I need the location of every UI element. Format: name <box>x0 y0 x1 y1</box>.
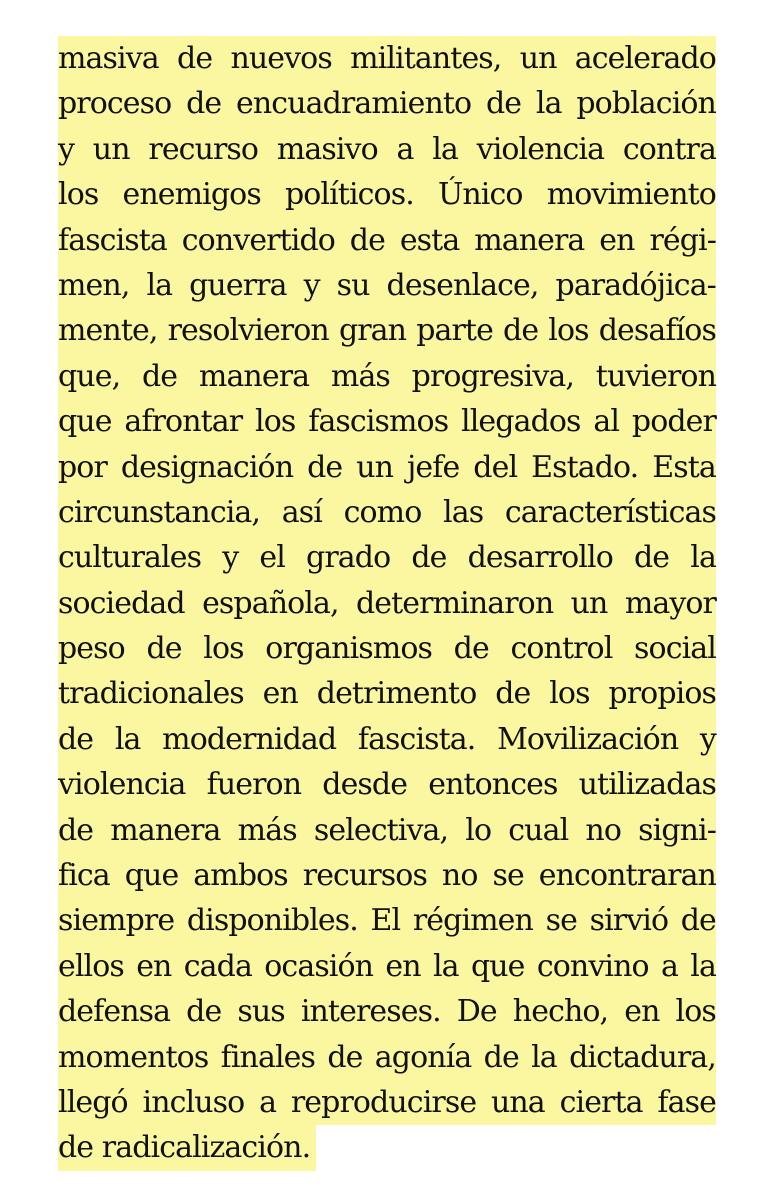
word: a <box>259 1084 277 1120</box>
word: de <box>58 812 94 848</box>
word: parte <box>416 313 493 349</box>
word: en <box>136 948 172 984</box>
word: masiva <box>58 41 159 76</box>
highlight-span <box>58 808 716 853</box>
word: manera <box>110 812 221 848</box>
word: en <box>599 222 635 258</box>
word: encuadramiento <box>236 86 472 122</box>
word: fase <box>657 1084 716 1120</box>
highlight-span <box>58 581 716 626</box>
word: fueron <box>206 767 302 803</box>
word: de <box>307 449 343 485</box>
word: poder <box>631 404 716 440</box>
word: Esta <box>652 449 716 485</box>
text-line <box>58 308 716 353</box>
highlight-span <box>58 535 716 580</box>
word: organismos <box>265 631 432 667</box>
word: hecho, <box>512 994 609 1030</box>
word: paradójica- <box>555 267 716 303</box>
word: su <box>336 267 370 303</box>
highlighted-paragraph <box>58 36 716 1171</box>
word: signi- <box>638 812 716 848</box>
word: que <box>470 948 525 984</box>
word: de <box>186 86 222 122</box>
text-line <box>58 127 716 172</box>
word: se <box>492 858 524 894</box>
highlight-span <box>58 263 716 308</box>
word: no <box>585 812 621 848</box>
word: lo <box>465 812 492 848</box>
highlight-span <box>58 944 716 989</box>
word: la <box>146 267 173 303</box>
highlight-span <box>58 172 716 217</box>
text-line <box>58 626 716 671</box>
word: incluso <box>142 1084 245 1120</box>
word: un <box>356 449 394 485</box>
text-line <box>58 445 716 490</box>
text-line <box>58 399 716 444</box>
word: disponibles. <box>186 903 358 939</box>
word: los <box>549 676 590 712</box>
word: masivo <box>276 131 378 167</box>
word: la <box>432 131 458 167</box>
word: militantes, <box>350 41 502 76</box>
highlight-span <box>58 399 716 444</box>
word: encontraran <box>538 858 716 894</box>
word: los <box>203 631 244 667</box>
word: nuevos <box>230 41 332 76</box>
word: El <box>370 903 401 939</box>
highlight-span <box>58 717 716 762</box>
text-line <box>58 1035 716 1080</box>
text-line <box>58 218 716 263</box>
word: finales <box>220 1039 316 1075</box>
highlight-span <box>58 898 716 943</box>
word: a <box>660 948 678 984</box>
word: la <box>114 721 141 757</box>
word: peso <box>58 631 125 667</box>
word: violencia <box>58 767 186 803</box>
word: afrontar <box>124 404 243 440</box>
highlight-span <box>58 127 716 172</box>
text-line <box>58 535 716 580</box>
word: más <box>237 812 297 848</box>
word: violencia <box>476 131 605 167</box>
word: más <box>330 358 390 394</box>
word: la <box>690 540 716 576</box>
word: Movilización <box>497 721 679 757</box>
text-line <box>58 1125 716 1170</box>
word: cual <box>508 812 569 848</box>
word: momentos <box>58 1039 209 1075</box>
word: gran <box>338 313 407 349</box>
word: detrimento <box>316 676 477 712</box>
text-line <box>58 853 716 898</box>
text-line <box>58 762 716 807</box>
word: de <box>680 903 716 939</box>
word: régimen <box>412 903 533 939</box>
word: de <box>146 631 182 667</box>
text-line <box>58 490 716 535</box>
word: men, <box>58 267 130 303</box>
text-line <box>58 671 716 716</box>
word: por <box>58 449 107 485</box>
word: de <box>177 41 213 76</box>
word: Único <box>437 177 523 213</box>
word: y <box>303 267 320 303</box>
text-line <box>58 989 716 1034</box>
word: la <box>690 948 716 984</box>
word: desde <box>322 767 408 803</box>
text-line <box>58 581 716 626</box>
word: fascista <box>58 222 167 258</box>
word: de <box>411 540 447 576</box>
word: De <box>456 994 497 1030</box>
word: de <box>483 1039 519 1075</box>
word: movimiento <box>546 177 716 213</box>
word: población <box>576 86 716 122</box>
word: en <box>624 994 660 1030</box>
word: resolvieron <box>167 313 329 349</box>
word: un <box>92 131 130 167</box>
cropped-next-line <box>82 1182 91 1200</box>
word: Estado. <box>531 449 639 485</box>
word: defensa <box>58 994 171 1030</box>
word: recurso <box>148 131 259 167</box>
word: mente, <box>58 313 158 349</box>
word: designación <box>120 449 294 485</box>
word: llegó <box>58 1084 128 1120</box>
text-line <box>58 898 716 943</box>
word: las <box>443 494 484 530</box>
word: contra <box>622 131 716 167</box>
word: llegados <box>461 404 581 440</box>
word: de <box>349 222 385 258</box>
word: esta <box>399 222 460 258</box>
word: sus <box>237 994 285 1030</box>
word: de <box>141 358 178 394</box>
word: de <box>327 1039 363 1075</box>
text-line <box>58 808 716 853</box>
word: de <box>633 540 670 576</box>
highlight-span: de radicalización. <box>58 1125 316 1170</box>
word: convino <box>536 948 649 984</box>
highlight-span <box>58 762 716 807</box>
word: cierta <box>559 1084 643 1120</box>
highlight-span <box>58 626 716 671</box>
word: acelerado <box>574 41 716 76</box>
word: de <box>453 631 489 667</box>
word: del <box>473 449 518 485</box>
word: ellos <box>58 948 124 984</box>
word: los <box>675 994 716 1030</box>
highlight-span <box>58 490 716 535</box>
word: circunstancia, <box>58 494 261 530</box>
word: al <box>593 404 620 440</box>
word: proceso <box>58 86 172 122</box>
word: fica <box>58 858 110 894</box>
highlight-span <box>58 853 716 898</box>
word: manera <box>198 358 310 394</box>
highlight-span <box>58 81 716 126</box>
word: y <box>699 721 716 757</box>
word: los <box>255 404 296 440</box>
highlight-span <box>58 218 716 263</box>
text-line <box>58 1080 716 1125</box>
word: guerra <box>189 267 287 303</box>
word: que <box>124 858 179 894</box>
word: de <box>495 676 531 712</box>
word: políticos. <box>284 177 414 213</box>
word: española, <box>202 585 339 621</box>
word: un <box>570 585 608 621</box>
word: de <box>186 994 222 1030</box>
word: social <box>634 631 716 667</box>
word: modernidad <box>162 721 337 757</box>
word: convertido <box>181 222 335 258</box>
word: enemigos <box>122 177 261 213</box>
word: que, <box>58 358 121 394</box>
word: grado <box>306 540 391 576</box>
word: que <box>58 404 112 440</box>
highlight-span <box>58 445 716 490</box>
word: en <box>262 676 298 712</box>
word: siempre <box>58 903 175 939</box>
word: no <box>441 858 478 894</box>
word: una <box>490 1084 545 1120</box>
word: culturales <box>58 540 202 576</box>
highlight-span <box>58 1035 716 1080</box>
word: progresiva, <box>411 358 575 394</box>
text-line <box>58 944 716 989</box>
word: cada <box>183 948 252 984</box>
word: utilizadas <box>578 767 716 803</box>
word: recursos <box>302 858 427 894</box>
word: mayor <box>624 585 716 621</box>
word: selectiva, <box>313 812 449 848</box>
word: desafíos <box>598 313 716 349</box>
word: fascismos <box>308 404 449 440</box>
text-line <box>58 36 716 81</box>
word: intereses. <box>300 994 441 1030</box>
word: propios <box>608 676 716 712</box>
word: la <box>535 86 562 122</box>
word: sociedad <box>58 585 185 621</box>
highlight-span <box>58 354 716 399</box>
word: ocasión <box>264 948 374 984</box>
highlight-span <box>58 36 716 81</box>
word: a <box>396 131 414 167</box>
highlight-span <box>58 1080 716 1125</box>
word: manera <box>474 222 585 258</box>
word: fascista. <box>357 721 476 757</box>
word: desarrollo <box>467 540 613 576</box>
word: los <box>58 177 99 213</box>
word: desenlace, <box>386 267 539 303</box>
word: tuvieron <box>595 358 716 394</box>
word: agonía <box>374 1039 472 1075</box>
text-line <box>58 172 716 217</box>
word: la <box>531 1039 557 1075</box>
highlight-span <box>58 989 716 1034</box>
word: así <box>281 494 322 530</box>
word: reproducirse <box>290 1084 477 1120</box>
word: determinaron <box>355 585 554 621</box>
text-line <box>58 81 716 126</box>
word: el <box>259 540 285 576</box>
text-line <box>58 263 716 308</box>
word: la <box>432 948 459 984</box>
word: los <box>548 313 589 349</box>
word: control <box>510 631 613 667</box>
word: características <box>504 494 716 530</box>
word: ambos <box>193 858 288 894</box>
word: se <box>545 903 577 939</box>
highlight-span <box>58 308 716 353</box>
word: jefe <box>407 449 460 485</box>
highlight-span <box>58 671 716 716</box>
word: entonces <box>428 767 558 803</box>
word: un <box>519 41 557 76</box>
word: como <box>343 494 422 530</box>
word: y <box>58 131 75 167</box>
word: tradicionales <box>58 676 244 712</box>
word: sirvió <box>589 903 669 939</box>
word: de <box>503 313 539 349</box>
word: régi- <box>649 222 716 258</box>
word: de <box>485 86 522 122</box>
word: de <box>58 721 94 757</box>
word: y <box>222 540 239 576</box>
word: dictadura, <box>569 1039 716 1075</box>
word: en <box>385 948 421 984</box>
text-line <box>58 354 716 399</box>
text-line <box>58 717 716 762</box>
